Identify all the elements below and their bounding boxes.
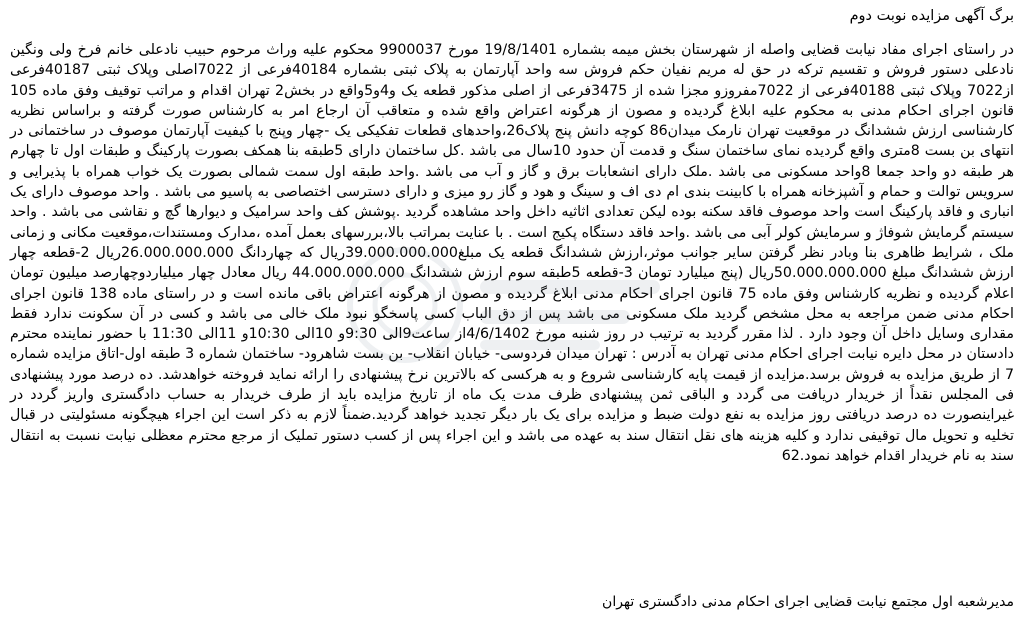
notice-signature: مدیرشعبه اول مجتمع نیابت قضایی اجرای احکام مدنی دادگستری تهران: [602, 594, 1014, 610]
notice-title: برگ آگهی مزایده نوبت دوم: [849, 8, 1014, 24]
notice-body: در راستای اجرای مفاد نیابت قضایی واصله از شهرستان بخش میمه بشماره 19/8/1401 مورخ 9900037 محکوم علیه وراث مرحوم حبیب نادعلی خانم فرخ ولی ونگین نادعلی دستور فروش و تقسیم ترکه در حق له مریم نفیان حکم فروش سه واحد آپارتمان به پلاک ثبتی بشماره 40184فرعی از 7022اصلی وپلاک ثبتی 40187فرعی از7022 وپلاک ثبتی 40188فرعی از 7022مفروزو مجزا شده از 3475فرعی از اصلی مذکور قطعه یک و4و5واقع در بخش2 تهران اقدام و مراتب توقیف وفق ماده 105 قانون اجرای احکام مدنی به محکوم علیه ابلاغ گردیده و مصون از هرگونه اعتراض واقع شده و متعاقب آن ارجاع امر به کارشناس صورت گرفته و براساس نظریه کارشناسی ارزش ششدانگ در موقعیت تهران نارمک میدان86 کوچه دانش پنج پلاک26،واحدهای قطعات تفکیکی یک -چهار وپنج با کیفیت آپارتمان موصوف در ساختمانی در انتهای بن بست 8متری واقع گردیده نمای ساختمان سنگ و قدمت آن حدود 10سال می باشد .کل ساختمان دارای 5طبقه بنا همکف بصورت پارکینگ و طبقات اول تا چهارم هر طبقه دو واحد جمعا 8واحد مسکونی می باشد .ملک دارای انشعابات برق و گاز و آب می باشد .واحد طبقه اول سمت شمالی بصورت یک خواب همراه با پذیرایی و سرویس توالت و حمام و آشپزخانه همراه با کابینت بندی ام دی اف و سینگ و هود و گاز رو میزی و دارای دسترسی اختصاصی به پاسیو می باشد . واحد موصوف دارای یک انباری و فاقد پارکینگ است واحد موصوف فاقد سکنه بوده لیکن تعدادی اثاثیه داخل واحد مشاهده گردید .پوشش کف واحد سرامیک و دیوارها گچ و نقاشی می باشد . واحد سیستم گرمایش شوفاژ و سرمایش کولر آبی می باشد .واحد فاقد دستگاه پکیج است . با عنایت بمراتب بالا،بررسهای بعمل آمده ،مدارک ومستندات،موقعیت مکانی و زمانی ملک ، شرایط ظاهری بنا وبادر نظر گرفتن سایر جوانب موثر،ارزش ششدانگ قطعه یک مبلغ39.000.000.000ریال که چهاردانگ 26.000.000.000ریال 2-قطعه چهار ارزش ششدانگ مبلغ 50.000.000.000ریال (پنج میلیارد تومان 3-قطعه 5طبقه سوم ارزش ششدانگ 44.000.000.000 ریال معادل چهار میلیاردوچهارصد میلیون تومان اعلام گردیده و نظریه کارشناس وفق ماده 75 قانون اجرای احکام مدنی ابلاغ گردیده و مصون از هرگونه اعتراض باقی مانده است و در راستای ماده 138 قانون اجرای احکام مدنی ضمن مراجعه به محل مشخص گردید ملک مسکونی می باشد پس از دق الباب کسی پاسخگو نبود ملک خالی می باشد و کسی در آن سکونت ندارد فقط مقداری وسایل داخل آن وجود دارد . لذا مقرر گردید به ترتیب در روز شنبه مورخ 4/6/1402از ساعت9الی 9:30و 10الی 10:30و 11الی 11:30 با حضور نماینده محترم دادستان در محل دایره نیابت اجرای احکام مدنی تهران به آدرس : تهران میدان فردوسی- خیابان انقلاب- بن بست شاهرود- ساختمان شماره 3 طبقه اول-اتاق مزایده شماره 7 از طریق مزایده به فروش برسد.مزایده از قیمت پایه کارشناسی شروع و به هرکسی که بالاترین نرخ پیشنهادی را ارائه نماید فروخته خواهدشد. ده درصد مورد پیشنهادی فی المجلس نقداً از خریدار دریافت می گردد و الباقی ثمن پیشنهادی ظرف مدت یک ماه از تاریخ مزایده باید از طرف خریدار به حساب دادگستری واریز گردد در غیراینصورت ده درصد دریافتی روز مزایده به نفع دولت ضبط و مزایده برای یک بار دیگر تجدید خواهد گردید.ضمناً لازم به ذکر است این اجراء هیچگونه مسئولیتی در قبال تخلیه و تحویل مال توقیفی ندارد و کلیه هزینه های نقل انتقال سند به عهده می باشد و این اجراء پس از کسب دستور تملیک از مرجع محترم معظلی نیابت نسبت به انتقال سند به نام خریدار اقدام خواهد نمود.62: [10, 42, 1015, 464]
